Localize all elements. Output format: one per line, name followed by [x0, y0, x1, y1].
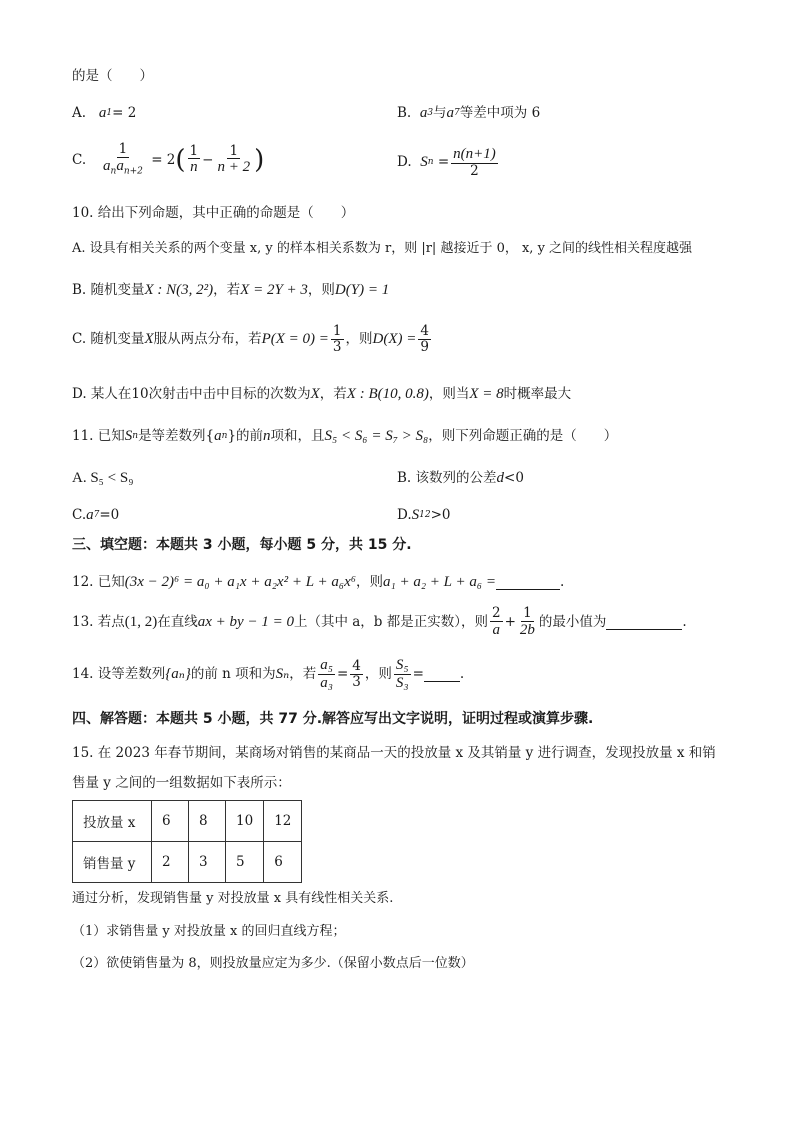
option-text: >0: [430, 506, 451, 523]
math-var: d: [496, 470, 505, 486]
option-text: A. S₅ < S₉: [72, 470, 134, 486]
fraction: [101, 142, 145, 177]
option-text: ，则当: [428, 385, 470, 402]
option-text: 与: [433, 104, 447, 121]
section-title: 三、填空题：本题共 3 小题，每小题 5 分，共 15 分.: [72, 537, 412, 553]
equals: = 2: [151, 151, 176, 168]
fraction: [418, 324, 431, 355]
math-sub: 7: [454, 107, 460, 118]
question-stem: }的前: [227, 427, 264, 444]
option-text: B. 该数列的公差: [397, 469, 497, 486]
table-header-cell: 销售量 y: [73, 842, 152, 883]
right-paren: ): [254, 144, 265, 175]
numerator: a₅: [320, 657, 333, 673]
question-stem: .: [559, 573, 565, 590]
fraction: [451, 146, 498, 178]
table-header-cell: 投放量 x: [73, 801, 152, 842]
option-text: 时概率最大: [503, 385, 572, 402]
table-row: [73, 801, 302, 842]
denominator: 3: [332, 338, 342, 355]
math-expr: ax + by − 1 = 0: [197, 614, 294, 631]
math-var: S: [411, 507, 420, 523]
fraction: [331, 324, 344, 355]
math-expr: D(Y) = 1: [334, 282, 390, 298]
plus: +: [504, 614, 516, 631]
fraction: [188, 144, 201, 176]
numerator: 1: [229, 142, 239, 159]
math-var: X: [310, 386, 320, 402]
math-var: a: [446, 105, 455, 121]
fraction: [518, 606, 537, 638]
numerator: 1: [523, 605, 532, 621]
math-expr: a₁ + a₂ + L + a₆ =: [382, 574, 496, 590]
q11-option-c: [72, 506, 119, 524]
option-text: =0: [99, 506, 120, 523]
denominator: S₃: [395, 674, 409, 691]
minus: −: [202, 151, 214, 168]
math-sub: 1: [106, 107, 113, 118]
q10-stem: [72, 205, 354, 221]
question-stem: 上（其中 a，b 都是正实数），则: [293, 614, 488, 631]
question-stem: 14. 设等差数列: [72, 665, 166, 682]
question-stem: 15. 在 2023 年春节期间，某商场对销售的某商品一天的投放量 x 及其销量 y 进行调查，发现投放量 x 和销: [72, 745, 716, 761]
fraction: [394, 657, 411, 691]
denominator: 9: [420, 338, 429, 355]
q9-option-d: [397, 146, 500, 178]
option-label: D.: [397, 154, 412, 171]
question-stem: 13. 若点: [72, 614, 125, 631]
math-expr: X = 8: [469, 386, 504, 402]
question-stem: 10. 给出下列命题，其中正确的命题是（ ）: [72, 205, 355, 221]
q15-part1: [72, 924, 345, 940]
data-table: [72, 800, 302, 883]
math-var: a: [103, 157, 111, 174]
option-text: ，则: [307, 281, 335, 298]
sub-question: （1）求销售量 y 对投放量 x 的回归直线方程；: [72, 924, 346, 939]
math-var: S: [124, 428, 133, 444]
math-sub: n: [110, 166, 117, 177]
q15-line2: [72, 775, 291, 791]
math-var: a: [98, 105, 107, 121]
question-stem: 是等差数列{: [138, 427, 215, 444]
table-cell: 5: [226, 842, 264, 883]
equals: =: [437, 154, 450, 171]
denominator: [101, 158, 145, 178]
section-heading-answer: [72, 711, 593, 728]
q15-after: [72, 891, 393, 907]
answer-blank[interactable]: [496, 575, 560, 590]
q15-line1: [72, 745, 716, 761]
numerator: S₅: [395, 657, 409, 673]
question-stem: ，则: [355, 573, 383, 590]
q10-option-c: [72, 324, 433, 355]
denominator: 3: [352, 673, 361, 690]
option-text: B. 随机变量: [72, 281, 145, 298]
q13: [72, 606, 687, 638]
q10-option-d: [72, 385, 571, 403]
table-row: [73, 842, 302, 883]
section-title: 四、解答题：本题共 5 小题，共 77 分.解答应写出文字说明，证明过程或演算步骤.: [72, 711, 594, 727]
denominator: n + 2: [217, 159, 251, 176]
math-sub: n: [427, 156, 434, 167]
denominator: 2: [470, 162, 479, 179]
math-var: a: [86, 507, 94, 523]
left-paren: (: [175, 144, 186, 175]
math-rhs: = 2: [112, 104, 137, 121]
q15-part2: [72, 956, 474, 972]
fraction: [318, 657, 335, 691]
question-stem: 12. 已知: [72, 573, 125, 590]
q11-stem: [72, 427, 617, 445]
numerator: 4: [352, 657, 361, 674]
q9-option-a: [72, 104, 136, 122]
math-var: S: [420, 154, 428, 171]
table-cell: 6: [264, 842, 302, 883]
question-stem: 通过分析，发现销售量 y 对投放量 x 具有线性相关关系.: [72, 891, 394, 906]
question-stem: 11. 已知: [72, 427, 125, 444]
numerator: 1: [189, 142, 199, 159]
fraction: [215, 144, 252, 176]
math-sub: 3: [427, 107, 434, 118]
denominator: a: [492, 621, 501, 638]
sub-question: （2）欲使销售量为 8，则投放量应定为多少.（保留小数点后一位数）: [72, 956, 474, 971]
math-expr: X : N(3, 2²): [144, 282, 214, 298]
numerator: 1: [332, 323, 342, 339]
question-stem: ，若: [289, 665, 317, 682]
question-stem: 的最小值为: [538, 614, 607, 631]
answer-blank[interactable]: [606, 615, 682, 630]
q9-tail-text: 的是（ ）: [72, 68, 153, 84]
option-text: D. 某人在10次射击中击中目标的次数为: [72, 385, 311, 402]
denominator: a₃: [320, 674, 333, 691]
section-heading-fill: [72, 537, 412, 554]
option-text: C. 随机变量: [72, 331, 145, 348]
table-cell: 6: [152, 801, 189, 842]
equals: =: [412, 665, 424, 682]
option-text: ，则: [345, 331, 373, 348]
question-stem: 的前 n 项和为: [190, 665, 276, 682]
fraction: [490, 606, 503, 638]
question-stem: 在直线: [157, 614, 198, 631]
math-expr: D(X) =: [372, 331, 417, 348]
math-sub: n+2: [123, 166, 143, 177]
math-sub: 12: [419, 509, 431, 520]
math-expr: X = 2Y + 3: [240, 282, 308, 298]
question-stem: .: [682, 614, 687, 631]
equals: =: [336, 665, 349, 682]
numerator: 1: [118, 141, 128, 157]
option-text: ，若: [213, 281, 241, 298]
table-cell: 8: [189, 801, 226, 842]
math-var: a: [116, 157, 124, 174]
q9-option-c: [72, 142, 264, 177]
question-stem: ，则: [364, 665, 392, 682]
math-var: a: [214, 428, 222, 444]
math-expr: {aₙ}: [165, 666, 191, 682]
question-stem: ，则下列命题正确的是（ ）: [428, 427, 618, 444]
numerator: n(n+1): [453, 146, 496, 162]
option-text: 等差中项为 6: [459, 104, 541, 121]
math-expr: (1, 2): [124, 614, 158, 631]
math-expr: P(X = 0) =: [261, 331, 329, 348]
q12: [72, 573, 564, 591]
table-cell: 2: [152, 842, 189, 883]
math-expr: S₅ < S₆ = S₇ > S₈: [324, 428, 429, 444]
q10-option-b: [72, 281, 389, 299]
numerator: 2: [491, 605, 501, 621]
math-sub: n: [132, 430, 139, 441]
math-var: n: [263, 428, 271, 444]
table-cell: 12: [264, 801, 302, 842]
option-label: C.: [72, 151, 87, 168]
math-sub: n: [221, 430, 228, 441]
option-text: A. 设具有相关关系的两个变量 x, y 的样本相关系数为 r，则 |r| 越接近于 0， x, y 之间的线性相关程度越强: [72, 241, 693, 256]
option-label: B.: [397, 104, 412, 121]
math-expr: X : B(10, 0.8): [346, 386, 429, 402]
q10-option-a: [72, 241, 692, 257]
option-text: ，若: [319, 385, 347, 402]
numerator: 4: [420, 323, 429, 339]
option-text: 服从两点分布，若: [153, 331, 262, 348]
math-sub: 7: [93, 509, 100, 520]
table-cell: 10: [226, 801, 264, 842]
q11-option-b: [397, 469, 524, 487]
question-stem: 售量 y 之间的一组数据如下表所示：: [72, 775, 291, 791]
option-text: C.: [72, 506, 87, 523]
denominator: n: [190, 159, 198, 176]
option-text: D.: [397, 506, 412, 523]
question-stem: 项和，且: [270, 427, 325, 444]
q9-option-b: [397, 104, 540, 122]
question-stem: .: [459, 665, 465, 682]
q11-option-a: [72, 469, 133, 487]
math-var: X: [144, 331, 154, 348]
denominator: 2b: [519, 621, 535, 638]
math-var: a: [419, 105, 428, 121]
table-cell: 3: [189, 842, 226, 883]
q11-option-d: [397, 506, 451, 524]
q14: [72, 657, 464, 691]
option-text: <0: [504, 469, 524, 486]
math-expr: Sₙ: [275, 666, 290, 682]
option-label: A.: [72, 104, 87, 121]
fraction: [350, 659, 363, 690]
answer-blank[interactable]: [424, 667, 460, 682]
q9-tail: [72, 68, 153, 84]
math-expr: (3x − 2)⁶ = a₀ + a₁x + a₂x² + L + a₆x⁶: [124, 574, 356, 590]
